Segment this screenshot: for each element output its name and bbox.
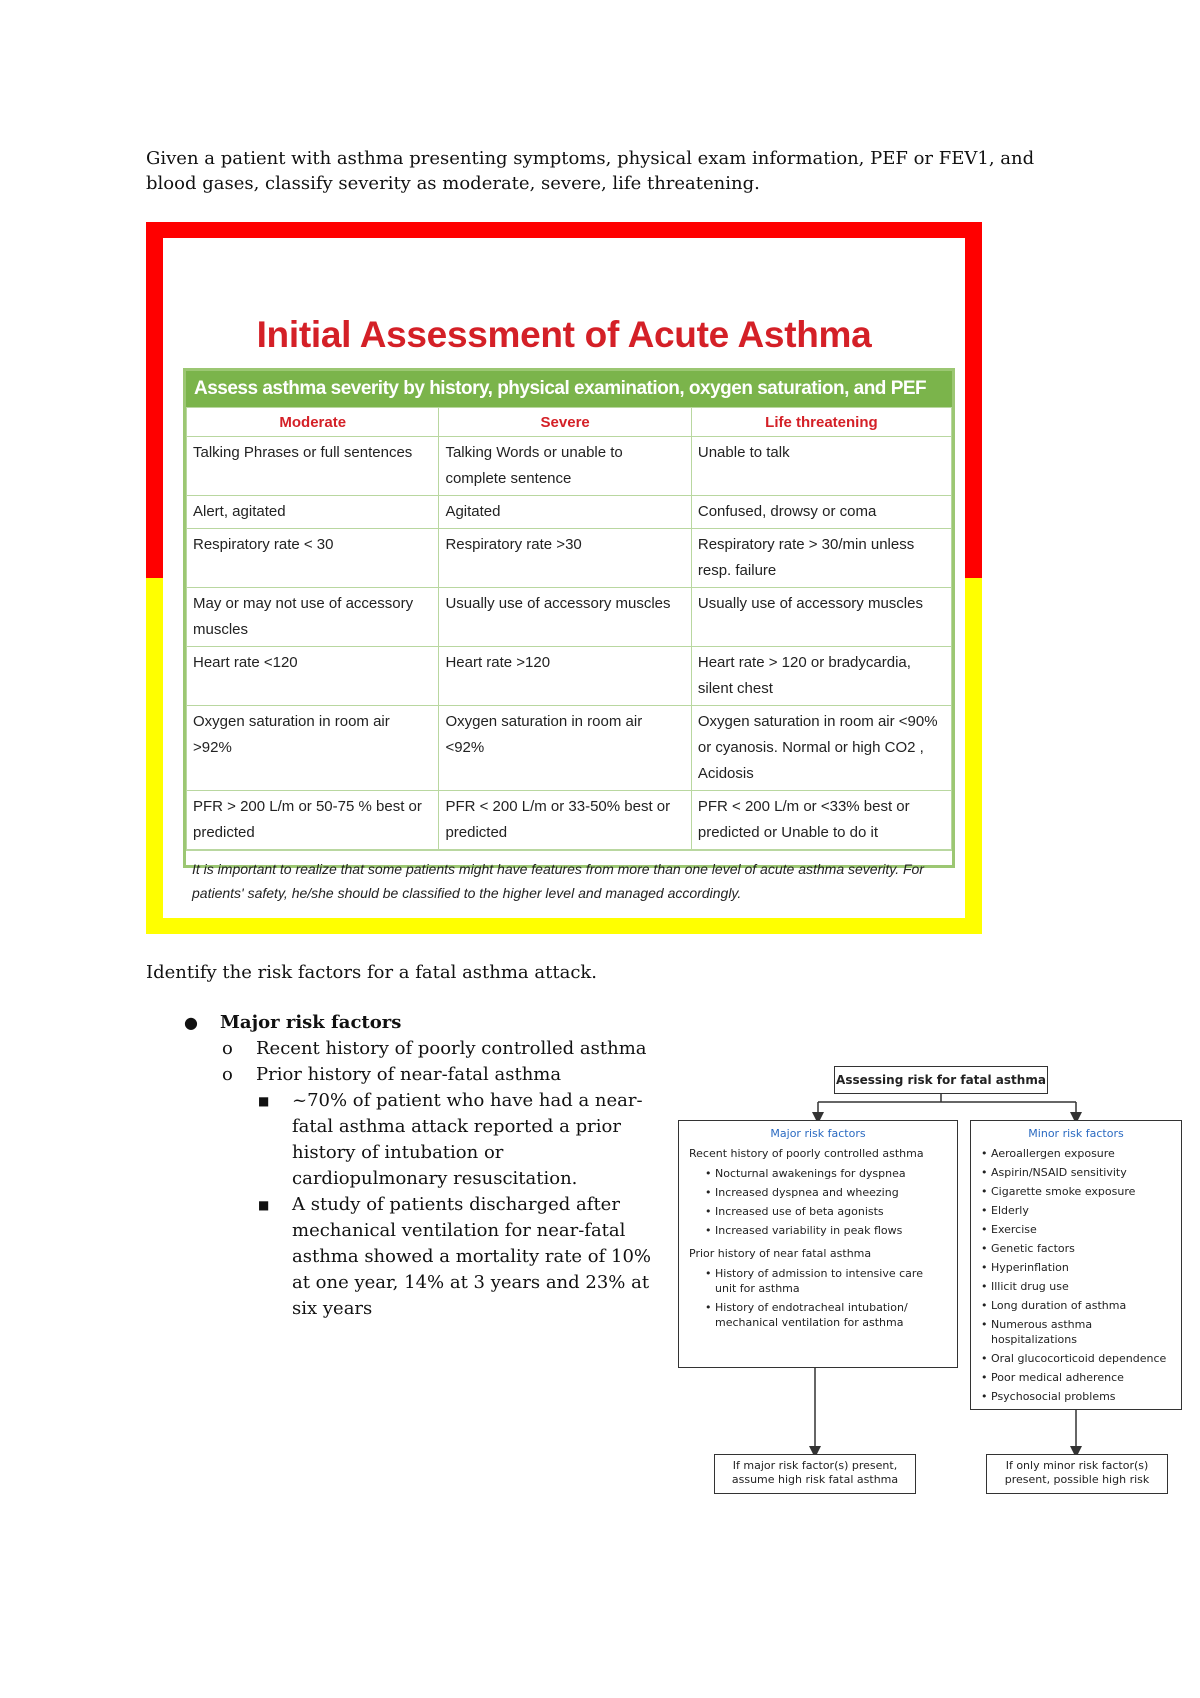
list-item xyxy=(146,1192,656,1322)
table-row xyxy=(187,496,952,529)
list-item xyxy=(146,1036,656,1062)
list-item: • Increased variability in peak flows xyxy=(703,1223,947,1238)
severity-panel-header: Assess asthma severity by history, physical examination, oxygen saturation, and PEF xyxy=(186,371,952,407)
major-group-label: Recent history of poorly controlled asthma xyxy=(689,1147,924,1160)
square-bullet-icon: ■ xyxy=(258,1094,270,1108)
table-cell: May or may not use of accessory muscles xyxy=(187,588,439,647)
table-cell: Respiratory rate < 30 xyxy=(187,529,439,588)
table-cell: Talking Words or unable to complete sentence xyxy=(439,437,691,496)
list-item-label: Prior history of near-fatal asthma xyxy=(256,1064,562,1085)
intro-text: Given a patient with asthma presenting symptoms, physical exam information, PEF or FEV1, and blood gases, classify severity as moderate, severe, life threatening. xyxy=(146,148,1035,194)
list-item: • Numerous asthma hospitalizations xyxy=(979,1317,1173,1347)
circle-bullet-icon: o xyxy=(222,1038,233,1059)
table-cell: Heart rate <120 xyxy=(187,647,439,706)
list-item: • Oral glucocorticoid dependence xyxy=(979,1351,1173,1366)
list-item: • Aeroallergen exposure xyxy=(979,1146,1173,1161)
list-item: • Hyperinflation xyxy=(979,1260,1173,1275)
severity-table-header-row xyxy=(187,408,952,437)
table-row xyxy=(187,791,952,850)
table-row xyxy=(187,647,952,706)
table-row xyxy=(187,588,952,647)
table-cell: PFR > 200 L/m or 50-75 % best or predicted xyxy=(187,791,439,850)
severity-panel xyxy=(183,368,955,901)
table-cell: Talking Phrases or full sentences xyxy=(187,437,439,496)
list-item: • Illicit drug use xyxy=(979,1279,1173,1294)
table-cell: Heart rate > 120 or bradycardia, silent chest xyxy=(691,647,951,706)
table-cell: Respiratory rate >30 xyxy=(439,529,691,588)
minor-result-box: If only minor risk factor(s) present, possible high risk xyxy=(986,1454,1168,1494)
list-item: • Increased use of beta agonists xyxy=(703,1204,947,1219)
table-cell: Confused, drowsy or coma xyxy=(691,496,951,529)
figure-title: Initial Assessment of Acute Asthma xyxy=(256,314,872,355)
asthma-assessment-figure xyxy=(146,222,982,934)
table-cell: Alert, agitated xyxy=(187,496,439,529)
list-item: • Genetic factors xyxy=(979,1241,1173,1256)
list-item-label: Major risk factors xyxy=(220,1012,402,1033)
list-item-label: ~70% of patient who have had a near-fatal asthma attack reported a prior history of intubation or cardiopulmonary resuscitation. xyxy=(292,1090,643,1189)
list-item: • Exercise xyxy=(979,1222,1173,1237)
list-item: • History of admission to intensive care unit for asthma xyxy=(703,1266,947,1296)
list-item: • Increased dyspnea and wheezing xyxy=(703,1185,947,1200)
list-item: • Cigarette smoke exposure xyxy=(979,1184,1173,1199)
list-item-label: Recent history of poorly controlled asthma xyxy=(256,1038,647,1059)
risk-factor-list xyxy=(146,1010,656,1322)
risk-intro-text: Identify the risk factors for a fatal asthma attack. xyxy=(146,962,598,983)
column-header-life-threatening: Life threatening xyxy=(691,408,951,437)
table-cell: Heart rate >120 xyxy=(439,647,691,706)
minor-risk-factors-box xyxy=(970,1120,1182,1410)
major-risk-factors-box xyxy=(678,1120,958,1368)
flowchart-title: Assessing risk for fatal asthma xyxy=(834,1066,1048,1094)
circle-bullet-icon: o xyxy=(222,1064,233,1085)
table-cell: Respiratory rate > 30/min unless resp. failure xyxy=(691,529,951,588)
major-result-box: If major risk factor(s) present, assume high risk fatal asthma xyxy=(714,1454,916,1494)
list-item: • Long duration of asthma xyxy=(979,1298,1173,1313)
square-bullet-icon: ■ xyxy=(258,1198,270,1212)
table-row xyxy=(187,529,952,588)
list-item xyxy=(146,1062,656,1088)
figure-inner xyxy=(163,238,965,918)
table-cell: Oxygen saturation in room air <90% or cyanosis. Normal or high CO2 , Acidosis xyxy=(691,706,951,791)
table-cell: Unable to talk xyxy=(691,437,951,496)
table-cell: Agitated xyxy=(439,496,691,529)
list-item: • Poor medical adherence xyxy=(979,1370,1173,1385)
table-cell: PFR < 200 L/m or <33% best or predicted or Unable to do it xyxy=(691,791,951,850)
list-item: • Nocturnal awakenings for dyspnea xyxy=(703,1166,947,1181)
table-cell: Usually use of accessory muscles xyxy=(439,588,691,647)
table-cell: Oxygen saturation in room air <92% xyxy=(439,706,691,791)
list-item-label: A study of patients discharged after mechanical ventilation for near-fatal asthma showed a mortality rate of 10% at one year, 14% at 3 years and 23% at six years xyxy=(292,1194,652,1319)
list-item xyxy=(146,1010,656,1036)
fatal-asthma-flowchart xyxy=(670,1058,1190,1498)
major-risk-heading: Major risk factors xyxy=(770,1127,866,1140)
list-item: • Elderly xyxy=(979,1203,1173,1218)
column-header-moderate: Moderate xyxy=(187,408,439,437)
minor-risk-heading: Minor risk factors xyxy=(1028,1127,1124,1140)
table-cell: PFR < 200 L/m or 33-50% best or predicted xyxy=(439,791,691,850)
severity-table xyxy=(186,407,952,850)
list-item: • History of endotracheal intubation/ mechanical ventilation for asthma xyxy=(703,1300,947,1330)
bullet-icon: ● xyxy=(184,1013,198,1032)
table-cell: Oxygen saturation in room air >92% xyxy=(187,706,439,791)
major-group-label: Prior history of near fatal asthma xyxy=(689,1247,872,1260)
column-header-severe: Severe xyxy=(439,408,691,437)
list-item: • Aspirin/NSAID sensitivity xyxy=(979,1165,1173,1180)
table-cell: Usually use of accessory muscles xyxy=(691,588,951,647)
severity-note: It is important to realize that some patients might have features from more than one level of acute asthma severity. For patients' safety, he/she should be classified to the higher level and managed accordingly. xyxy=(186,850,952,911)
list-item: • Psychosocial problems xyxy=(979,1389,1173,1404)
table-row xyxy=(187,706,952,791)
list-item xyxy=(146,1088,656,1192)
table-row xyxy=(187,437,952,496)
